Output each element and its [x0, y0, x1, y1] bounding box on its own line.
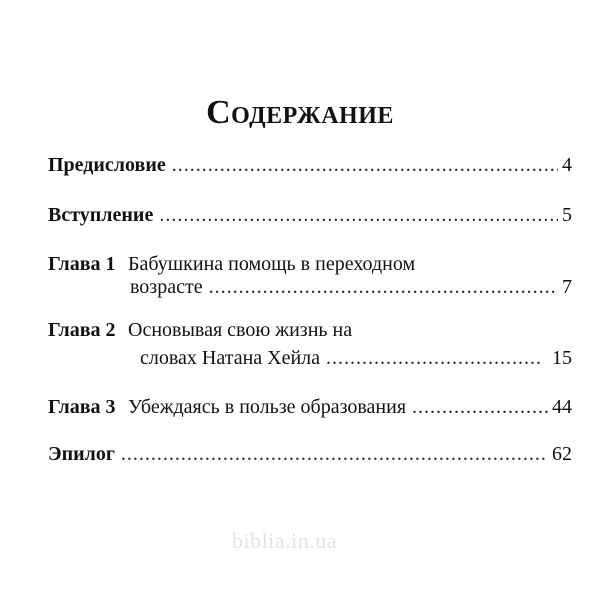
entry-page-number: 44 — [552, 396, 572, 418]
entry-label: Эпилог — [48, 443, 115, 465]
dot-leader — [209, 274, 558, 300]
dot-leader — [412, 394, 548, 420]
toc-entry-chapter-2-line1 — [48, 317, 572, 343]
toc-entry-chapter-3 — [48, 394, 572, 420]
page-title: Содержание — [206, 94, 394, 131]
chapter-title: Убеждаясь в пользе образования — [128, 396, 407, 418]
dot-leader — [159, 202, 558, 228]
entry-page-number: 7 — [562, 276, 572, 298]
toc-entry-chapter-1-line2 — [48, 274, 572, 300]
entry-page-number: 62 — [552, 443, 572, 465]
chapter-number: Глава 3 — [48, 396, 116, 418]
entry-label: Вступление — [48, 204, 154, 226]
watermark: biblia.in.ua — [232, 528, 337, 553]
dot-leader — [172, 152, 558, 178]
entry-page-number: 15 — [552, 347, 572, 369]
chapter-title: Бабушкина помощь в переходном — [128, 253, 416, 275]
chapter-number: Глава 1 — [48, 253, 116, 275]
chapter-title: Основывая свою жизнь на — [128, 319, 353, 341]
chapter-title-continued: словах Натана Хейла — [140, 347, 321, 369]
dot-leader — [121, 441, 548, 467]
chapter-title-continued: возрасте — [130, 276, 203, 298]
toc-entry-introduction — [48, 202, 572, 228]
dot-leader — [326, 345, 540, 371]
entry-page-number: 4 — [562, 154, 572, 176]
toc-entry-preface — [48, 152, 572, 178]
toc-entry-epilogue — [48, 441, 572, 467]
entry-page-number: 5 — [562, 204, 572, 226]
entry-label: Предисловие — [48, 154, 166, 176]
toc-entry-chapter-2-line2 — [48, 345, 572, 371]
chapter-number: Глава 2 — [48, 319, 116, 341]
